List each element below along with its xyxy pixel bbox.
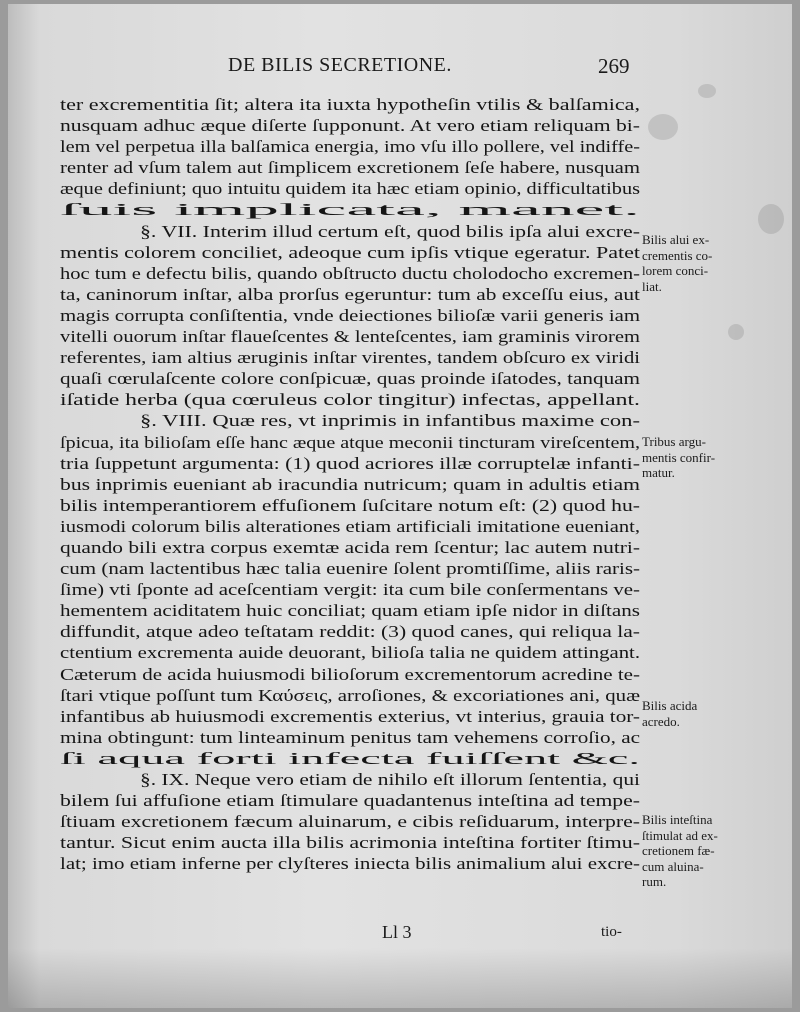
margin-note-line: crementis co- — [642, 247, 713, 263]
running-header — [8, 54, 792, 76]
text-line: ſi aqua forti infecta fuiſſent &c. — [60, 748, 640, 768]
text-line: bilis intemperantiorem effuſionem ſuſcitare notum eſt: (2) quod hu- — [60, 495, 640, 515]
margin-note-line: cretionem fæ- — [642, 843, 715, 858]
book-page — [8, 4, 792, 1008]
text-line: referentes, iam altius æruginis inſtar virentes, tandem obſcuro ex viridi — [60, 348, 640, 368]
margin-note-line: acredo. — [642, 713, 680, 729]
text-line: quaſi cœrulaſcente colore conſpicuæ, quas proinde iſatodes, tanquam — [60, 369, 640, 389]
text-line: ter excrementitia ſit; altera ita iuxta hypotheſin vtilis & balſamica, — [60, 95, 640, 114]
text-line: diffundit, atque adeo teſtatam reddit: (3) quod canes, qui reliqua la- — [60, 622, 640, 642]
page-stain — [648, 114, 678, 140]
margin-note — [642, 812, 718, 890]
margin-note-line: matur. — [642, 465, 675, 480]
text-line: magis corrupta conſiſtentia, vnde deiectiones bilioſæ varii generis iam — [60, 305, 640, 325]
text-line: ſime) vti ſponte ad aceſcentiam vergit: ita cum bile conſermentans ve- — [60, 580, 640, 600]
text-line: ſuis implicata, manet. — [60, 200, 640, 220]
text-line: §. IX. Neque vero etiam de nihilo eſt illorum ſententia, qui — [140, 770, 640, 789]
running-title: DE BILIS SECRETIONE. — [228, 54, 452, 76]
text-line: tantur. Sicut enim aucta illa bilis acrimonia inteſtina fortiter ſtimu- — [60, 833, 640, 853]
text-line: bilem ſui affuſione etiam ſtimulare quadantenus inteſtina ad tempe- — [60, 791, 640, 811]
text-line: quando bili extra corpus exemtæ acida rem ſcentur; lac autem nutri- — [60, 537, 640, 557]
margin-note-line: cum aluina- — [642, 858, 704, 874]
margin-note-line: Bilis inteſtina — [642, 812, 713, 827]
text-line: Cæterum de acida huiusmodi bilioſorum excrementorum acredine te- — [60, 664, 640, 684]
margin-note-line: lorem conci- — [642, 263, 709, 278]
text-line: ctentium excrementa auide deuorant, bilioſa talia ne quidem attingant. — [60, 643, 640, 663]
margin-note-line: rum. — [642, 874, 667, 889]
margin-note-line: Bilis acida — [642, 698, 698, 713]
page-number: 269 — [598, 54, 630, 78]
text-line: infantibus ab huiusmodi excrementis exterius, vt interius, grauia tor- — [60, 706, 640, 726]
text-line: ta, caninorum inſtar, alba prorſus egeruntur: tum ab exceſſu eius, aut — [60, 284, 640, 304]
text-line: lem vel perpetua illa balſamica energia, imo vſu illo pollere, vel indiffe- — [60, 137, 640, 157]
text-line: iſatide herba (qua cœruleus color tingitur) infectas, appellant. — [60, 390, 640, 410]
text-line: hoc tum e defectu bilis, quando obſtructo ductu cholodocho excremen- — [60, 263, 640, 283]
page-footer — [8, 922, 792, 946]
signature-mark: Ll 3 — [382, 922, 412, 942]
margin-note-line: Bilis alui ex- — [642, 232, 710, 247]
text-line: mentis colorem conciliet, adeoque cum ipſis vtique egeratur. Patet — [60, 242, 640, 262]
text-line: cum (nam lactentibus hæc talia euenire ſolent promtiſſime, aliis raris- — [60, 559, 640, 579]
main-text-block — [60, 94, 640, 874]
text-line: iusmodi colorum bilis alterationes etiam artificiali imitatione eueniant, — [60, 516, 640, 536]
page-stain — [758, 204, 784, 234]
margin-note-line: mentis confir- — [642, 449, 716, 465]
margin-note-line: liat. — [642, 278, 662, 294]
text-line: vitelli ouorum inſtar flaueſcentes & lenteſcentes, iam graminis virorem — [60, 327, 640, 347]
text-line: ſtari vtique poſſunt tum Καύσεις, arroſiones, & excoriationes ani, quæ — [60, 685, 640, 705]
text-line: nusquam adhuc æque diſerte ſupponunt. At vero etiam reliquam bi- — [60, 116, 640, 136]
margin-note — [642, 434, 715, 481]
margin-note-line: ſtimulat ad ex- — [642, 827, 718, 843]
text-line: hementem aciditatem huic conciliat; quam etiam ipſe nidor in diſtans — [60, 601, 640, 621]
catchword: tio- — [601, 924, 622, 940]
margin-note-line: Tribus argu- — [642, 434, 706, 449]
page-stain — [698, 84, 716, 98]
text-line: æque definiunt; quo intuitu quidem ita hæc etiam opinio, difficultatibus — [60, 179, 640, 199]
margin-note — [642, 232, 712, 294]
margin-note — [642, 698, 697, 729]
text-line: ſtiuam excretionem fæcum aluinarum, e cibis reſiduarum, interpre- — [60, 812, 640, 832]
text-line: §. VIII. Quæ res, vt inprimis in infantibus maxime con- — [140, 411, 640, 431]
text-line: mina obtingunt: tum linteaminum penitus tam vehemens corroſio, ac — [60, 727, 640, 747]
text-line: bus inprimis eueniant ab iracundia nutricum; quam in adultis etiam — [60, 474, 640, 494]
text-line: §. VII. Interim illud certum eſt, quod bilis ipſa alui excre- — [140, 221, 640, 241]
page-stain — [728, 324, 744, 340]
text-line: tria ſuppetunt argumenta: (1) quod acriores illæ corruptelæ infanti- — [60, 453, 640, 473]
text-line: lat; imo etiam inferne per clyſteres iniecta bilis animalium alui excre- — [60, 854, 640, 874]
text-line: ſpicua, ita bilioſam eſſe hanc æque atque meconii tincturam vireſcentem, — [60, 432, 640, 452]
text-line: renter ad vſum talem aut ſimplicem excretionem ſeſe habere, nusquam — [60, 158, 640, 178]
